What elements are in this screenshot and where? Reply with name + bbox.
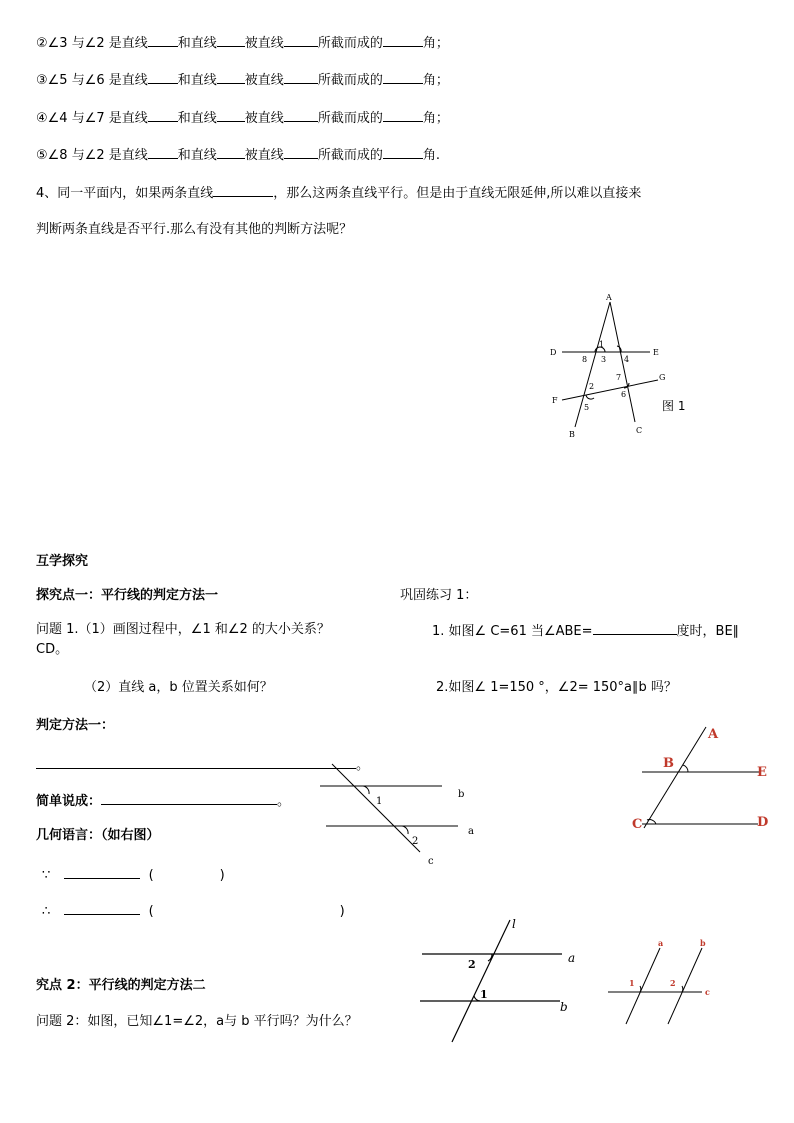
question-text: 角. — [422, 148, 440, 163]
point-label-A: A — [708, 727, 719, 742]
therefore-line — [42, 902, 345, 920]
angle-label-3: 3 — [601, 355, 607, 364]
line-label-c: c — [428, 856, 434, 867]
blank[interactable] — [148, 146, 178, 159]
question-line-4 — [36, 109, 449, 127]
blank[interactable] — [64, 902, 140, 915]
question-text: 被直线 — [244, 111, 284, 126]
blank[interactable] — [148, 34, 178, 47]
question-4 — [36, 184, 641, 202]
point-label-B: B — [569, 430, 575, 439]
angle-label-7: 7 — [616, 373, 622, 382]
point-label-E: E — [757, 765, 767, 780]
figure-parallel-lab — [418, 916, 588, 1046]
practice-text: 度时，BE∥ — [676, 624, 740, 639]
practice-heading: 巩固练习 1： — [400, 588, 478, 603]
blank[interactable] — [36, 756, 356, 769]
blank[interactable] — [217, 71, 245, 84]
question-text: ③∠5 与∠6 是直线 — [36, 73, 148, 88]
question-text: 被直线 — [244, 73, 284, 88]
brief-line — [36, 792, 290, 810]
blank[interactable] — [383, 146, 423, 159]
angle-label-1: 1 — [599, 340, 605, 349]
question-text: 和直线 — [177, 111, 217, 126]
line-label-b: b — [560, 1000, 568, 1014]
blank[interactable] — [217, 34, 245, 47]
question-text: 被直线 — [244, 148, 284, 163]
paren: ( — [148, 904, 154, 919]
angle-label-1: 1 — [376, 796, 383, 807]
geo-language-heading: 几何语言：（如右图） — [36, 828, 160, 843]
point-label-C: C — [632, 817, 643, 832]
blank[interactable] — [383, 71, 423, 84]
blank[interactable] — [593, 622, 677, 635]
figure-small-abc — [604, 936, 720, 1028]
blank[interactable] — [383, 34, 423, 47]
blank[interactable] — [148, 71, 178, 84]
figure-abcde — [628, 724, 778, 834]
question-4-line2: 判断两条直线是否平行.那么有没有其他的判断方法呢？ — [36, 222, 353, 237]
method-1-heading: 判定方法一： — [36, 718, 115, 733]
point-label-E: E — [653, 348, 659, 357]
problem-1-1: 问题 1.（1）画图过程中，∠1 和∠2 的大小关系？ — [36, 622, 330, 637]
question-text: 和直线 — [177, 36, 217, 51]
line-label-c: c — [705, 987, 710, 997]
angle-label-2: 2 — [468, 958, 476, 971]
brief-label: 简单说成： — [36, 794, 102, 809]
point-label-G: G — [659, 373, 666, 382]
angle-label-1: 1 — [629, 978, 635, 988]
point-label-B: B — [663, 756, 674, 771]
question-text: 和直线 — [177, 73, 217, 88]
figure-caption: 图 1 — [662, 399, 686, 413]
angle-label-1: 1 — [480, 988, 488, 1001]
blank[interactable] — [64, 866, 140, 879]
blank[interactable] — [217, 146, 245, 159]
because-line — [42, 866, 225, 884]
question-text: 角； — [422, 111, 449, 126]
line-label-b: b — [700, 938, 706, 948]
question-text: 角； — [422, 73, 449, 88]
question-text: 和直线 — [177, 148, 217, 163]
explore-2-heading: 究点 2：平行线的判定方法二 — [36, 978, 206, 993]
question-text: ⑤∠8 与∠2 是直线 — [36, 148, 148, 163]
line-label-a: a — [468, 826, 474, 837]
question-text: ，那么这两条直线平行。但是由于直线无限延伸,所以难以直接来 — [273, 186, 642, 201]
angle-label-4: 4 — [624, 355, 630, 364]
point-label-F: F — [552, 396, 558, 405]
blank[interactable] — [284, 146, 318, 159]
angle-label-8: 8 — [582, 355, 588, 364]
question-text: 所截而成的 — [317, 36, 383, 51]
question-text: 角； — [422, 36, 449, 51]
because-symbol: ∵ — [42, 868, 51, 883]
blank[interactable] — [284, 71, 318, 84]
question-text: ②∠3 与∠2 是直线 — [36, 36, 148, 51]
point-label-D: D — [757, 815, 769, 830]
explore-1-heading: 探究点一：平行线的判定方法一 — [36, 588, 219, 603]
angle-label-2: 2 — [670, 978, 676, 988]
question-line-2 — [36, 34, 449, 52]
blank[interactable] — [148, 109, 178, 122]
question-text: ④∠4 与∠7 是直线 — [36, 111, 148, 126]
question-line-3 — [36, 71, 449, 89]
therefore-symbol: ∴ — [42, 904, 51, 919]
section-title: 互学探究 — [36, 554, 89, 569]
practice-1 — [432, 622, 739, 640]
line-label-a: a — [658, 938, 664, 948]
question-text: 所截而成的 — [317, 73, 383, 88]
question-text: 所截而成的 — [317, 111, 383, 126]
paren: ) — [219, 868, 225, 883]
line-label-b: b — [458, 789, 465, 800]
figure-parallel-abc — [318, 760, 478, 870]
blank[interactable] — [213, 184, 273, 197]
period: 。 — [277, 794, 291, 809]
practice-1-cont: CD。 — [36, 642, 69, 657]
figure-1 — [540, 292, 700, 442]
question-text: 4、同一平面内，如果两条直线 — [36, 186, 214, 201]
problem-1-2: （2）直线 a，b 位置关系如何？ — [84, 680, 273, 695]
question-line-5 — [36, 146, 440, 164]
angle-label-6: 6 — [621, 390, 627, 399]
line-label-a: a — [568, 951, 576, 965]
point-label-C: C — [636, 426, 643, 435]
paren: ) — [339, 904, 345, 919]
blank[interactable] — [101, 792, 277, 805]
blank[interactable] — [383, 109, 423, 122]
period: 。 — [356, 758, 370, 773]
practice-text: 1. 如图∠ C=61 当∠ABE= — [432, 624, 593, 639]
practice-2: 2.如图∠ 1=150 °，∠2= 150°a∥b 吗？ — [436, 680, 677, 695]
problem-2: 问题 2：如图，已知∠1=∠2，a与 b 平行吗？为什么？ — [36, 1014, 358, 1029]
angle-label-5: 5 — [584, 403, 590, 412]
question-text: 所截而成的 — [317, 148, 383, 163]
line-label-l: l — [512, 917, 516, 931]
blank[interactable] — [284, 109, 318, 122]
paren: ( — [148, 868, 154, 883]
blank[interactable] — [217, 109, 245, 122]
angle-label-2: 2 — [412, 836, 419, 847]
question-text: 被直线 — [244, 36, 284, 51]
angle-label-2: 2 — [589, 382, 595, 391]
point-label-A: A — [606, 293, 612, 302]
blank[interactable] — [284, 34, 318, 47]
point-label-D: D — [550, 348, 557, 357]
